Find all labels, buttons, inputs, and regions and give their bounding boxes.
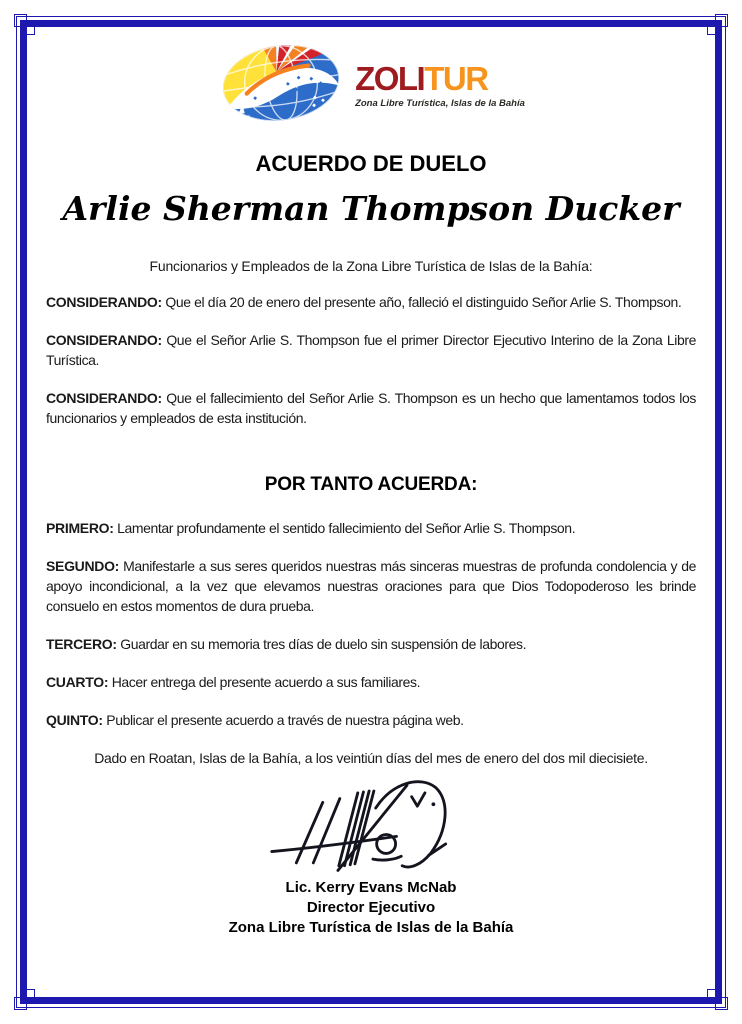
considerando-text: Que el Señor Arlie S. Thompson fue el primer Director Ejecutivo Interino de la Zona Libre Turística. [46,332,696,368]
signatory-name: Lic. Kerry Evans McNab [285,879,457,896]
globe-sunrise-logo-icon [217,39,345,125]
acuerdo-paragraph [46,710,696,730]
brand-wordmark [355,59,488,97]
considerando-label: CONSIDERANDO: [46,332,162,348]
acuerdo-label: CUARTO: [46,674,109,690]
acuerdo-text: Lamentar profundamente el sentido fallecimiento del Señor Arlie S. Thompson. [117,520,576,536]
considerando-label: CONSIDERANDO: [46,390,162,406]
considerando-label: CONSIDERANDO: [46,294,162,310]
acuerdo-label: PRIMERO: [46,520,114,536]
acuerdo-paragraph [46,518,696,538]
intro-line: Funcionarios y Empleados de la Zona Libre Turística de Islas de la Bahía: [149,258,593,274]
signatory-title: Director Ejecutivo [306,899,436,916]
acuerdo-text: Publicar el presente acuerdo a través de nuestra página web. [106,712,464,728]
logo-text [355,59,525,109]
considerando-text: Que el fallecimiento del Señor Arlie S. Thompson es un hecho que lamentamos todos los funcionarios y empleados de esta institución. [46,390,696,426]
deceased-name: Arlie Sherman Thompson Ducker [62,189,680,228]
acuerdo-paragraph [46,672,696,692]
acuerdo-text: Manifestarle a sus seres queridos nuestras más sinceras muestras de profunda condolencia y de apoyo incondicional, a la vez que elevamos nuestras oraciones para que Dios Todopoderoso les brinde consuelo en estos momentos de dura prueba. [46,558,696,614]
resolution-heading: POR TANTO ACUERDA: [264,474,478,495]
acuerdo-label: SEGUNDO: [46,558,120,574]
brand-tagline: Zona Libre Turística, Islas de la Bahía [355,97,525,109]
document-title: ACUERDO DE DUELO [255,151,487,176]
considerando-paragraph [46,330,696,370]
acuerdo-paragraph [46,634,696,654]
acuerdo-text: Guardar en su memoria tres días de duelo sin suspensión de labores. [120,636,527,652]
brand-zoli: ZOLI [355,59,425,97]
acuerdo-paragraph [46,556,696,616]
zolitur-logo [46,39,696,125]
considerando-paragraph [46,388,696,428]
dateline: Dado en Roatan, Islas de la Bahía, a los veintiún días del mes de enero del dos mil diecisiete. [94,750,648,766]
acuerdo-label: TERCERO: [46,636,117,652]
acuerdo-label: QUINTO: [46,712,103,728]
considerando-text: Que el día 20 de enero del presente año, falleció el distinguido Señor Arlie S. Thompson. [165,294,682,310]
signature-block [46,774,696,938]
considerando-paragraph [46,292,696,312]
handwritten-signature-icon [256,774,486,878]
document-content [0,27,742,997]
acuerdo-text: Hacer entrega del presente acuerdo a sus familiares. [111,674,421,690]
signatory-organization: Zona Libre Turística de Islas de la Bahía [228,919,514,936]
brand-tur: TUR [424,59,488,97]
